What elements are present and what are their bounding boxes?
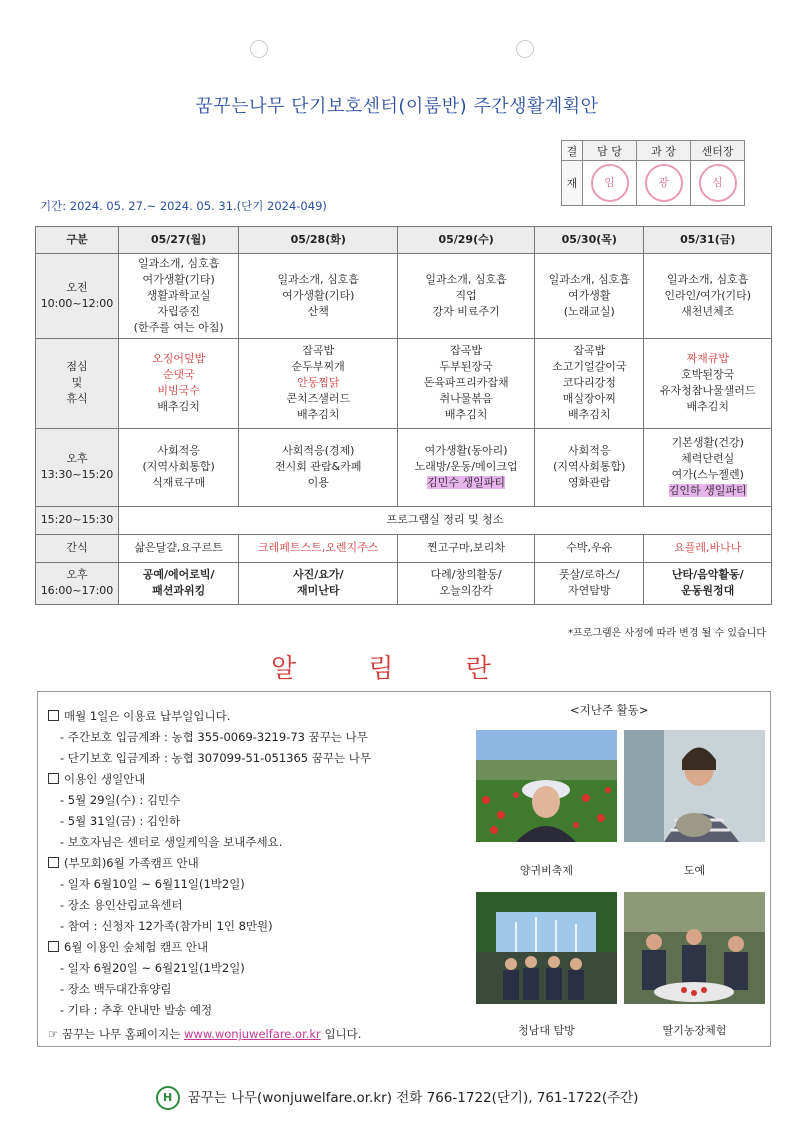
stamp-manager: 광 [645, 164, 683, 202]
cell-line: 사회적응 [157, 444, 200, 458]
cell-line: 배추김치 [157, 400, 200, 414]
cell-mon [119, 562, 239, 604]
cell-line: (지역사회통합) [142, 460, 215, 474]
header-mon: 05/27(월) [119, 227, 239, 254]
header-wed: 05/29(수) [398, 227, 535, 254]
notice-item: - 장소 백두대간휴양림 [60, 982, 172, 996]
cell-thu [535, 338, 644, 428]
cell-line: 일과소개, 심호흡 [667, 272, 749, 286]
cell-line: 패션과위킹 [152, 584, 206, 598]
notice-lines [48, 706, 371, 1045]
row-morning [36, 254, 772, 339]
cell-line: 자연탐방 [568, 584, 611, 598]
photo-cheongnamdae [476, 892, 617, 1004]
footer-text: 꿈꾸는 나무(wonjuwelfare.or.kr) 전화 766-1722(단기), 761-1722(주간) [187, 1090, 639, 1106]
cell-line: 돈육파프리카잡채 [423, 376, 509, 390]
notice-title: 알 림 란 [271, 654, 523, 684]
stamp-staff: 임 [591, 164, 629, 202]
cell-fri [644, 338, 772, 428]
cell-line: 짜재큐밥 [686, 352, 729, 366]
cell-wed [398, 428, 535, 506]
cell-mon [119, 338, 239, 428]
cell-fri [644, 562, 772, 604]
caption-pottery: 도예 [683, 864, 706, 877]
cell-line: 순댓국 [162, 368, 195, 382]
caption-cheongnamdae: 청남대 탐방 [518, 1024, 575, 1037]
cell-line: 풋살/로하스/ [558, 568, 620, 582]
cell-wed: 찐고구마,보리차 [398, 534, 535, 562]
cell-tue [239, 428, 398, 506]
notice-item: - 5월 29일(수) : 김민수 [60, 793, 181, 807]
cell-line: 여가생활(동아리) [424, 444, 508, 458]
approval-header-manager: 과 장 [637, 141, 691, 161]
label-line: 13:30~15:20 [40, 468, 114, 482]
cell-line: (노래교실) [563, 304, 615, 318]
stamp-director: 심 [699, 164, 737, 202]
row-label [36, 254, 119, 339]
notice-item: - 보호자님은 센터로 생일케익을 보내주세요. [60, 835, 283, 849]
cell-line: 생활과학교실 [146, 288, 211, 302]
cell-line: 여가생활(기타) [282, 288, 355, 302]
footer [0, 1086, 794, 1110]
row-afternoon-1 [36, 428, 772, 506]
cell-line: 기본생활(건강) [671, 436, 744, 450]
cell-wed [398, 254, 535, 339]
cell-line: 콘치즈샐러드 [286, 392, 351, 406]
cell-line: 오징어덮밥 [152, 352, 206, 366]
notice-item: - 일자 6월10일 ~ 6월11일(1박2일) [60, 877, 245, 891]
cell-thu [535, 428, 644, 506]
cell-line: 강자 비료주기 [432, 304, 500, 318]
punch-hole-left [250, 40, 268, 58]
cleanup-cell: 프로그램실 정리 및 청소 [119, 506, 772, 534]
checkbox-icon [48, 773, 59, 784]
row-cleanup [36, 506, 772, 534]
change-note: *프로그램은 사정에 따라 변경 될 수 있습니다 [568, 628, 766, 639]
approval-box [561, 140, 745, 206]
cell-line: 운동원정대 [681, 584, 735, 598]
cell-fri [644, 428, 772, 506]
checkbox-icon [48, 857, 59, 868]
cell-line: 노래방/운동/메이크업 [414, 460, 518, 474]
schedule-header-row [36, 227, 772, 254]
cell-thu [535, 562, 644, 604]
cell-line: 새천년체조 [681, 304, 735, 318]
cell-line: 코다리강정 [562, 376, 616, 390]
notice-text: 이용인 생일안내 [64, 772, 146, 786]
checkbox-icon [48, 710, 59, 721]
notice-heading [48, 937, 371, 958]
cell-tue [239, 562, 398, 604]
photo-strawberry-farm [624, 892, 765, 1004]
cell-line: 안동찜닭 [296, 376, 340, 390]
cell-fri [644, 254, 772, 339]
cell-line: 비빔국수 [157, 384, 200, 398]
caption-poppy-festival: 양귀비축제 [519, 864, 574, 877]
cell-line: 오늘의감각 [439, 584, 493, 598]
label-line: 오전 [66, 280, 88, 294]
weekly-schedule-table [35, 226, 772, 605]
cell-line: (한주를 여는 아침) [133, 320, 224, 334]
label-line: 16:00~17:00 [40, 584, 114, 598]
header-fri: 05/31(금) [644, 227, 772, 254]
homepage-suffix: 입니다. [324, 1027, 362, 1041]
cell-line: 순두부찌개 [291, 360, 345, 374]
row-label [36, 428, 119, 506]
cell-wed [398, 338, 535, 428]
period-text: 기간: 2024. 05. 27.~ 2024. 05. 31.(단기 2024-049) [40, 199, 327, 213]
cell-line: 인라인/여가(기타) [664, 288, 752, 302]
homepage-line [48, 1024, 371, 1045]
header-category: 구분 [36, 227, 119, 254]
approval-label-top: 결 [562, 141, 583, 161]
photo-pottery [624, 730, 765, 842]
cell-line: 체력단련실 [681, 452, 735, 466]
cell-line: 호박된장국 [681, 368, 735, 382]
cell-line: 일과소개, 심호흡 [137, 257, 220, 270]
cell-line: 잡곡밥 [450, 344, 483, 358]
cell-line: 전시회 관람&카페 [275, 460, 362, 474]
punch-hole-right [516, 40, 534, 58]
notice-text: 6월 이용인 숲체험 캠프 안내 [64, 940, 209, 954]
notice-text: 매월 1일은 이용료 납부일입니다. [64, 709, 231, 723]
row-label [36, 338, 119, 428]
cell-line: 소고기얼갈이국 [552, 360, 627, 374]
approval-label-bottom: 재 [562, 161, 583, 206]
photo-poppy-festival [476, 730, 617, 842]
cell-line: 사진/요가/ [292, 568, 344, 582]
birthday-highlight: 김인하 생일파티 [668, 484, 747, 498]
cell-line: 여가생활 [568, 288, 611, 302]
notice-item: - 장소 용인산림교육센터 [60, 898, 183, 912]
cell-line: 여가(스누젤렌) [671, 468, 744, 482]
row-afternoon-2 [36, 562, 772, 604]
label-line: 휴식 [66, 392, 88, 406]
notice-item: - 단기보호 입금계좌 : 농협 307099-51-051365 꿈꾸는 나무 [60, 751, 371, 765]
cell-line: 배추김치 [296, 408, 340, 422]
header-tue: 05/28(화) [239, 227, 398, 254]
cell-mon [119, 428, 239, 506]
notice-item: - 주간보호 입금계좌 : 농협 355-0069-3219-73 꿈꾸는 나무 [60, 730, 368, 744]
homepage-prefix: ☞ 꿈꾸는 나무 홈페이지는 [48, 1027, 181, 1041]
cell-line: 배추김치 [444, 408, 488, 422]
row-snack [36, 534, 772, 562]
cell-line: 식재료구매 [152, 476, 206, 490]
cell-mon: 삶은달걀,요구르트 [119, 534, 239, 562]
label-line: 오후 [66, 568, 88, 582]
cell-tue: 크레페트스트,오렌지주스 [239, 534, 398, 562]
page-title: 꿈꾸는나무 단기보호센터(이룸반) 주간생활계획안 [195, 96, 599, 117]
caption-strawberry-farm: 딸기농장체험 [662, 1024, 727, 1037]
cell-wed [398, 562, 535, 604]
cell-mon [119, 254, 239, 339]
notice-item: - 5월 31일(금) : 김인하 [60, 814, 181, 828]
cell-line: 배추김치 [686, 400, 729, 414]
cell-line: 영화관람 [568, 476, 611, 490]
checkbox-icon [48, 941, 59, 952]
cell-line: 이용 [307, 476, 329, 490]
cell-line: 다례/창의활동/ [430, 568, 502, 582]
notice-heading [48, 853, 371, 874]
approval-header-staff: 담 당 [583, 141, 637, 161]
row-label: 15:20~15:30 [36, 506, 119, 534]
cell-line: 직업 [455, 288, 477, 302]
cell-line: 일과소개, 심호흡 [425, 272, 507, 286]
row-label [36, 562, 119, 604]
birthday-highlight: 김민수 생일파티 [427, 476, 506, 490]
homepage-link[interactable]: www.wonjuwelfare.or.kr [184, 1027, 321, 1041]
tree-logo-icon: H [156, 1086, 180, 1110]
cell-thu [535, 254, 644, 339]
notice-item: - 참여 : 신청자 12가족(참가비 1인 8만원) [60, 919, 273, 933]
cell-line: 일과소개, 심호흡 [277, 272, 359, 286]
header-thu: 05/30(목) [535, 227, 644, 254]
notice-text: (부모회)6월 가족캠프 안내 [64, 856, 199, 870]
cell-line: 유자청참나물샐러드 [659, 384, 756, 398]
row-lunch [36, 338, 772, 428]
cell-tue [239, 254, 398, 339]
cell-line: 매실장아찌 [562, 392, 616, 406]
cell-line: 공예/에어로빅/ [142, 568, 215, 582]
gallery-title: <지난주 활동> [570, 703, 649, 717]
cell-line: 자립증진 [157, 304, 200, 318]
label-line: 및 [71, 376, 83, 390]
cell-line: 사회적응(경제) [282, 444, 355, 458]
cell-fri: 요플레,바나나 [644, 534, 772, 562]
notice-item: - 기타 : 추후 안내만 발송 예정 [60, 1003, 213, 1017]
notice-heading [48, 706, 371, 727]
cell-line: (지역사회통합) [553, 460, 626, 474]
approval-header-director: 센터장 [691, 141, 745, 161]
cell-line: 잡곡밥 [302, 344, 335, 358]
cell-line: 재미난타 [296, 584, 340, 598]
cell-line: 산책 [307, 304, 329, 318]
cell-line: 일과소개, 심호흡 [548, 272, 630, 286]
label-line: 오후 [66, 452, 88, 466]
cell-thu: 수박,우유 [535, 534, 644, 562]
cell-line: 사회적응 [568, 444, 611, 458]
cell-line: 두부된장국 [439, 360, 493, 374]
label-line: 점심 [66, 360, 88, 374]
notice-heading [48, 769, 371, 790]
cell-tue [239, 338, 398, 428]
cell-line: 잡곡밥 [573, 344, 606, 358]
label-line: 10:00~12:00 [40, 296, 114, 310]
cell-line: 난타/음악활동/ [671, 568, 744, 582]
row-label: 간식 [36, 534, 119, 562]
cell-line: 여가생활(기타) [142, 272, 215, 286]
cell-line: 배추김치 [568, 408, 611, 422]
notice-item: - 일자 6월20일 ~ 6월21일(1박2일) [60, 961, 245, 975]
cell-line: 취나물볶음 [439, 392, 493, 406]
